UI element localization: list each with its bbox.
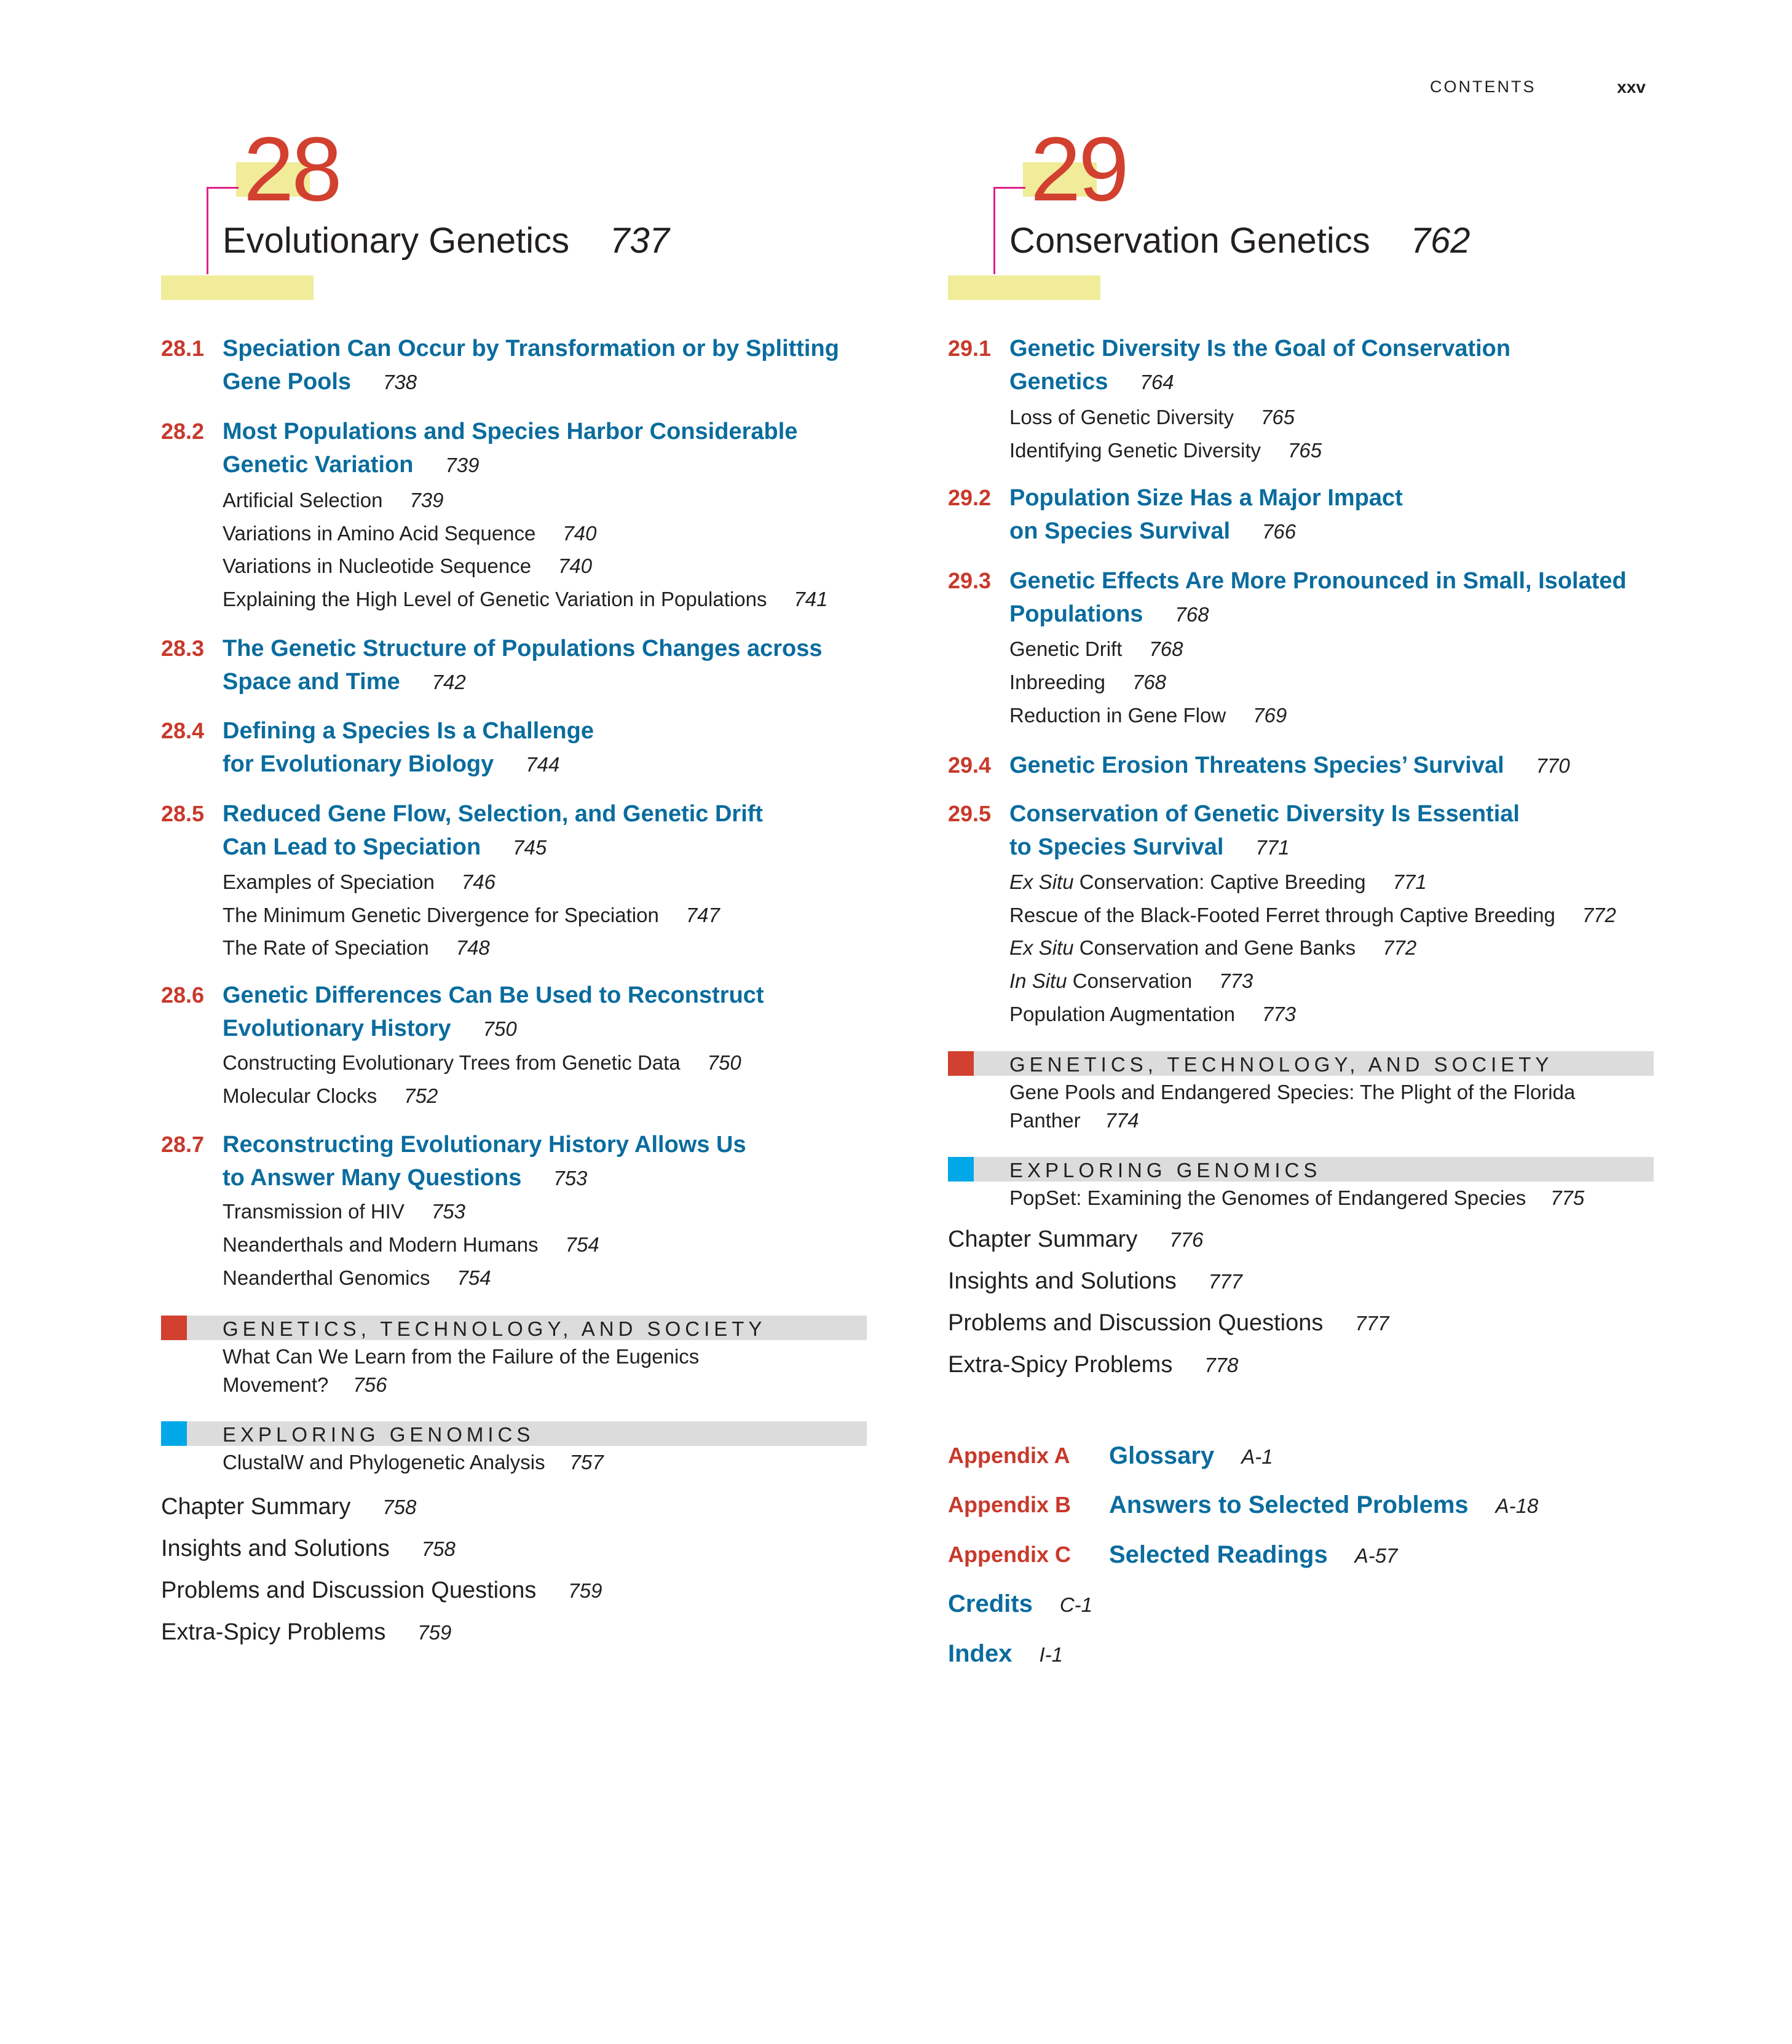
chapter-page: 737 — [610, 221, 669, 261]
box-text: PopSet: Examining the Genomes of Endangered Species 775 — [1009, 1186, 1585, 1209]
subsection-item[interactable]: Artificial Selection 739 — [223, 489, 444, 511]
bracket-line — [993, 187, 1025, 189]
section-title: Genetic Effects Are More Pronounced in Small, Isolated Populations 768 — [1009, 568, 1627, 627]
appendix-title: Selected Readings A-57 — [1109, 1541, 1398, 1568]
appendix-label: Appendix C — [948, 1542, 1072, 1567]
index-entry[interactable] — [948, 1635, 1624, 1672]
subsection-item[interactable]: The Minimum Genetic Divergence for Speciation 747 — [223, 904, 720, 926]
bracket-line — [993, 187, 995, 274]
end-matter-item[interactable]: Insights and Solutions 777 — [948, 1268, 1242, 1294]
section-title: Genetic Erosion Threatens Species’ Survival 770 — [1009, 752, 1570, 778]
credits-entry[interactable] — [948, 1585, 1624, 1622]
section-number: 28.4 — [161, 718, 205, 743]
subsection-item[interactable]: Transmission of HIV 753 — [223, 1200, 465, 1223]
section-page: 770 — [1536, 754, 1570, 777]
subsection-item[interactable]: Identifying Genetic Diversity 765 — [1009, 439, 1322, 462]
credits-title: Credits C-1 — [948, 1590, 1092, 1617]
subsection-item[interactable]: Variations in Amino Acid Sequence 740 — [223, 522, 597, 545]
end-matter-item[interactable]: Extra-Spicy Problems 759 — [161, 1619, 452, 1645]
end-matter-item[interactable]: Insights and Solutions 758 — [161, 1536, 456, 1561]
section-title: Genetic Differences Can Be Used to Reconstruct Evolutionary History 750 — [223, 982, 764, 1041]
appendix-title: Glossary A-1 — [1109, 1442, 1273, 1469]
red-square-icon — [948, 1051, 974, 1076]
section-number: 29.5 — [948, 801, 992, 826]
subsection-item[interactable]: Ex Situ Conservation: Captive Breeding 771 — [1009, 870, 1427, 893]
end-matter-item[interactable]: Chapter Summary 758 — [161, 1494, 417, 1520]
end-matter-item[interactable]: Chapter Summary 776 — [948, 1226, 1204, 1252]
section-number: 29.1 — [948, 336, 992, 361]
blue-square-icon — [948, 1157, 974, 1182]
section-title: Genetic Diversity Is the Goal of Conservation Genetics 764 — [1009, 336, 1511, 395]
chapter-number: 29 — [1030, 119, 1127, 220]
bracket-line — [207, 187, 208, 274]
section-title: Most Populations and Species Harbor Considerable Genetic Variation 739 — [223, 419, 798, 478]
box-text: What Can We Learn from the Failure of the Eugenics Movement? 756 — [223, 1345, 700, 1396]
box-label: GENETICS, TECHNOLOGY, AND SOCIETY — [223, 1317, 767, 1340]
subsection-item[interactable]: The Rate of Speciation 748 — [223, 936, 490, 959]
bracket-line — [207, 187, 239, 189]
section-page: 753 — [553, 1167, 588, 1190]
box-label: EXPLORING GENOMICS — [223, 1423, 535, 1446]
box-label: EXPLORING GENOMICS — [1009, 1159, 1322, 1182]
subsection-item[interactable]: Neanderthal Genomics 754 — [223, 1266, 491, 1289]
subsection-item[interactable]: Examples of Speciation 746 — [223, 870, 495, 893]
subsection-item[interactable]: Rescue of the Black-Footed Ferret through Captive Breeding 772 — [1009, 904, 1616, 926]
section-page: 745 — [513, 836, 547, 859]
chapter-number: 28 — [243, 119, 340, 220]
highlight-block — [161, 275, 314, 300]
subsection-item[interactable]: Genetic Drift 768 — [1009, 637, 1183, 660]
chapter-29-column — [948, 0, 1673, 1721]
subsection-item[interactable]: Constructing Evolutionary Trees from Genetic Data 750 — [223, 1051, 741, 1074]
section-number: 29.4 — [948, 752, 992, 778]
box-label: GENETICS, TECHNOLOGY, AND SOCIETY — [1009, 1053, 1553, 1076]
end-matter-item[interactable]: Problems and Discussion Questions 759 — [161, 1577, 602, 1603]
running-header-label: CONTENTS — [1430, 77, 1536, 96]
section-title: Population Size Has a Major Impact on Species Survival 766 — [1009, 485, 1403, 544]
appendix-c[interactable] — [948, 1536, 1624, 1573]
section-title: Speciation Can Occur by Transformation or by Splitting Gene Pools 738 — [223, 336, 839, 395]
chapter-heading — [948, 0, 1661, 307]
section-number: 29.2 — [948, 485, 992, 510]
section-page: 768 — [1175, 603, 1209, 626]
page-number: xxv — [1617, 77, 1646, 97]
subsection-item[interactable]: Inbreeding 768 — [1009, 671, 1167, 693]
end-matter-item[interactable]: Extra-Spicy Problems 778 — [948, 1352, 1239, 1378]
appendix-title: Answers to Selected Problems A-18 — [1109, 1491, 1539, 1518]
section-number: 28.6 — [161, 982, 205, 1008]
section-number: 28.2 — [161, 419, 205, 444]
section-title: Reduced Gene Flow, Selection, and Genetic Drift Can Lead to Speciation 745 — [223, 801, 764, 860]
highlight-block — [948, 275, 1100, 300]
chapter-heading — [161, 0, 874, 307]
section-page: 750 — [483, 1017, 517, 1040]
chapter-page: 762 — [1410, 221, 1470, 261]
section-title: The Genetic Structure of Populations Changes across Space and Time 742 — [223, 636, 823, 695]
appendix-label: Appendix A — [948, 1443, 1070, 1468]
subsection-item[interactable]: Molecular Clocks 752 — [223, 1084, 438, 1107]
section-page: 739 — [445, 454, 480, 476]
blue-square-icon — [161, 1421, 187, 1446]
red-square-icon — [161, 1316, 187, 1340]
section-title: Defining a Species Is a Challenge for Evolutionary Biology 744 — [223, 718, 594, 777]
subsection-item[interactable]: Reduction in Gene Flow 769 — [1009, 704, 1287, 727]
box-text: Gene Pools and Endangered Species: The Plight of the Florida Panther 774 — [1009, 1081, 1576, 1132]
chapter-title[interactable]: Evolutionary Genetics 737 — [223, 221, 669, 261]
section-page: 744 — [526, 753, 560, 776]
section-page: 742 — [432, 671, 466, 693]
section-number: 28.1 — [161, 336, 205, 361]
appendix-a[interactable] — [948, 1437, 1624, 1474]
subsection-item[interactable]: Neanderthals and Modern Humans 754 — [223, 1233, 599, 1256]
section-page: 766 — [1262, 520, 1297, 543]
section-page: 771 — [1255, 836, 1290, 859]
appendix-label: Appendix B — [948, 1492, 1072, 1517]
box-text: ClustalW and Phylogenetic Analysis 757 — [223, 1451, 604, 1474]
subsection-item[interactable]: Explaining the High Level of Genetic Variation in Populations 741 — [223, 588, 828, 610]
appendix-b[interactable] — [948, 1486, 1624, 1523]
subsection-item[interactable]: In Situ Conservation 773 — [1009, 969, 1253, 992]
section-page: 738 — [383, 371, 417, 393]
subsection-item[interactable]: Variations in Nucleotide Sequence 740 — [223, 554, 593, 577]
section-number: 28.7 — [161, 1132, 205, 1157]
section-number: 28.5 — [161, 801, 205, 826]
subsection-item[interactable]: Loss of Genetic Diversity 765 — [1009, 406, 1295, 428]
subsection-item[interactable]: Ex Situ Conservation and Gene Banks 772 — [1009, 936, 1417, 959]
section-title: Conservation of Genetic Diversity Is Essential to Species Survival 771 — [1009, 801, 1520, 860]
subsection-item[interactable]: Population Augmentation 773 — [1009, 1003, 1297, 1025]
section-title: Reconstructing Evolutionary History Allows Us to Answer Many Questions 753 — [223, 1132, 746, 1191]
section-number: 29.3 — [948, 568, 992, 593]
section-page: 764 — [1140, 371, 1174, 393]
chapter-title[interactable]: Conservation Genetics 762 — [1009, 221, 1470, 261]
chapter-28-column — [161, 0, 886, 1721]
end-matter-item[interactable]: Problems and Discussion Questions 777 — [948, 1310, 1389, 1336]
section-number: 28.3 — [161, 636, 205, 661]
index-title: Index I-1 — [948, 1640, 1063, 1667]
